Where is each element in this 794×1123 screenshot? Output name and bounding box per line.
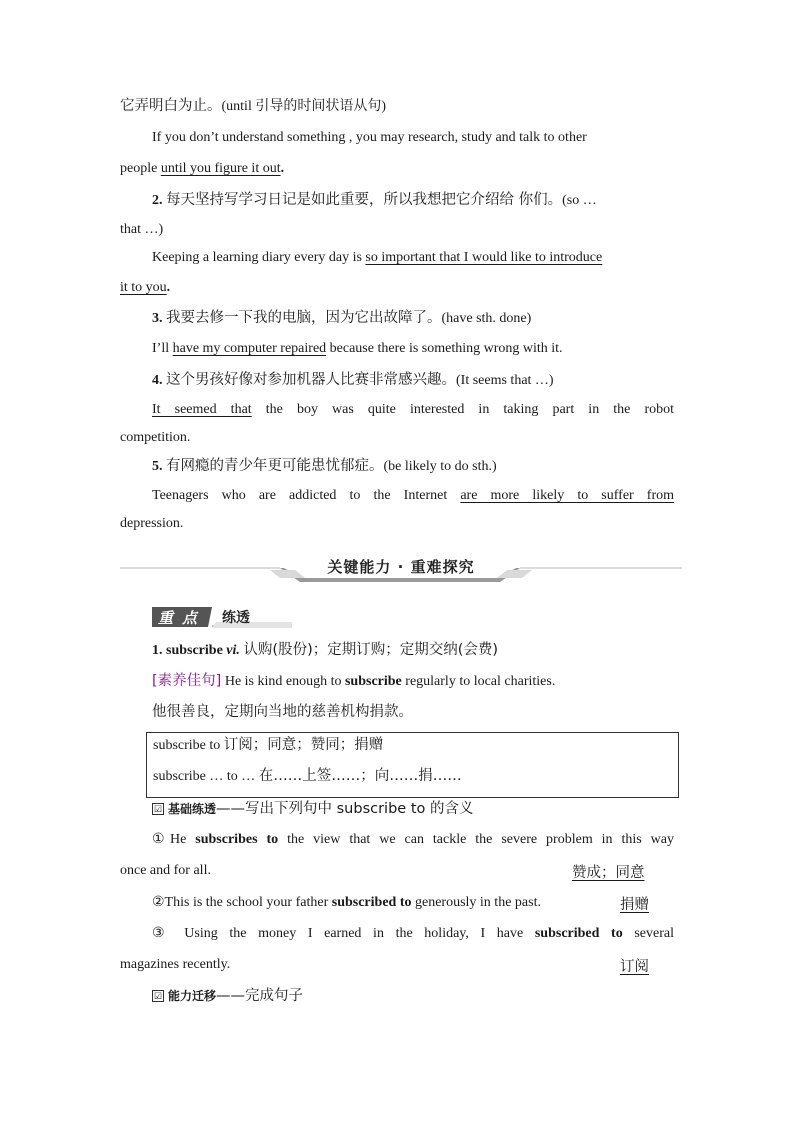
exercise-sentence-2 — [152, 893, 674, 913]
quote-tag: [素养佳句] — [152, 673, 222, 689]
item-4-answer-cont — [120, 428, 674, 448]
quote-text: He is kind enough to — [221, 674, 345, 689]
item-hint: that …) — [120, 222, 164, 237]
phrase-box — [146, 732, 679, 798]
sentence-text: once and for all. — [120, 863, 211, 878]
item-zh: 这个男孩好像对参加机器人比赛非常感兴趣。 — [166, 372, 456, 388]
sentence-text: generously in the past. — [411, 895, 541, 910]
answer-2: 捐赠 — [620, 897, 649, 913]
exercise-label: 能力迁移 — [168, 989, 217, 1003]
sentence-keyword: subscribed to — [534, 926, 623, 941]
banner-title: 关键能力 · 重难探究 — [327, 558, 475, 576]
phrase-row — [153, 735, 383, 756]
exercise-basic-heading — [152, 799, 706, 820]
answer-line — [120, 159, 674, 179]
answer-text: . — [280, 161, 285, 176]
item-hint: (so … — [562, 193, 597, 208]
exercise-instruction: ——完成句子 — [216, 988, 304, 1004]
exercise-sentence-3-cont — [120, 955, 674, 975]
item-5-prompt — [152, 456, 674, 477]
checkbox-icon: ☑ — [153, 991, 163, 1001]
item-zh: 有网瘾的青少年更可能患忧郁症。 — [166, 458, 384, 474]
exercise-sentence-1 — [152, 830, 674, 850]
sentence-text: several — [622, 926, 675, 941]
answer-text: Teenagers who are addicted to the Internet — [152, 488, 448, 503]
answer-text: because there is something wrong with it. — [326, 341, 563, 356]
item-2-answer-cont — [120, 278, 674, 298]
vocab-heading — [152, 640, 674, 661]
vocab-pos: vi. — [226, 643, 240, 658]
item-3-answer — [152, 339, 674, 359]
continuation-zh: 它弄明白为止。 — [120, 98, 222, 114]
phrase-en: subscribe … to … — [153, 769, 259, 784]
phrase-zh: 在……上签……；向……捐…… — [258, 768, 462, 784]
tag-icon-char2: 点 — [182, 609, 198, 627]
item-number: 5. — [152, 459, 163, 474]
sentence-text: ①He — [152, 832, 196, 847]
answer-3: 订阅 — [620, 959, 649, 975]
item-2-answer — [152, 248, 674, 268]
item-number: 4. — [152, 373, 163, 388]
answer-underlined: It seemed that — [152, 402, 252, 417]
checkbox-icon: ☑ — [153, 804, 163, 814]
sentence-text: magazines recently. — [120, 957, 231, 972]
exercise-sentence-3 — [152, 924, 674, 944]
item-4-answer — [152, 400, 674, 420]
answer-underlined: so important that I would like to introduce — [365, 250, 603, 265]
quote-text: regularly to local charities. — [401, 674, 556, 689]
item-hint: (have sth. done) — [441, 311, 532, 326]
section-banner — [120, 552, 682, 586]
item-4-prompt — [152, 370, 674, 391]
answer-underlined: are more likely to suffer from — [460, 488, 674, 503]
vocab-word: subscribe — [166, 643, 223, 658]
item-2-hint-cont — [120, 220, 674, 240]
sentence-keyword: subscribed to — [331, 895, 412, 910]
sentence-keyword: subscribes to — [195, 832, 279, 847]
vocab-number: 1. — [152, 643, 163, 658]
answer-underlined: until you figure it out — [160, 161, 281, 176]
answer-text: . — [166, 280, 171, 295]
answer-1: 赞成；同意 — [572, 865, 645, 881]
item-zh: 我要去修一下我的电脑，因为它出故障了。 — [166, 310, 442, 326]
item-number: 3. — [152, 311, 163, 326]
phrase-zh: 订阅；同意；赞同；捐赠 — [223, 737, 384, 753]
sentence-text: ②This is the school your father — [152, 895, 332, 910]
item-3-prompt — [152, 308, 674, 329]
para-continuation — [120, 96, 674, 117]
answer-text: the boy was quite interested in taking part in the robot — [265, 402, 675, 417]
exercise-instruction: ——写出下列句中 subscribe to 的含义 — [216, 801, 474, 817]
quote-keyword: subscribe — [344, 674, 402, 689]
phrase-row — [153, 766, 462, 787]
answer-line — [152, 128, 674, 148]
answer-underlined: it to you — [120, 280, 167, 295]
exercise-transfer-heading — [152, 986, 706, 1007]
quote-line — [152, 671, 674, 692]
item-zh: 每天坚持写学习日记是如此重要，所以我想把它介绍给 你们。 — [166, 192, 563, 208]
item-5-answer — [152, 486, 674, 506]
continuation-hint: (until 引导的时间状语从句) — [221, 99, 386, 114]
answer-text: depression. — [120, 516, 184, 531]
quote-translation: 他很善良，定期向当地的慈善机构捐款。 — [152, 704, 413, 720]
answer-underlined: have my computer repaired — [172, 341, 327, 356]
tag-label: 练透 — [222, 610, 250, 626]
answer-text: If you don’t understand something , you may research, study and talk to other — [152, 130, 587, 145]
sentence-text: ③ Using the money I earned in the holiday, I have — [152, 926, 535, 941]
sentence-text: the view that we can tackle the severe problem in this way — [278, 832, 675, 847]
answer-text: Keeping a learning diary every day is — [152, 250, 366, 265]
vocab-meaning: 认购(股份)；定期订购；定期交纳(会费) — [243, 642, 499, 658]
item-hint: (be likely to do sth.) — [383, 459, 497, 474]
phrase-en: subscribe to — [153, 738, 224, 753]
key-point-tag — [152, 604, 292, 630]
item-2-prompt — [152, 190, 674, 211]
item-number: 2. — [152, 193, 163, 208]
item-5-answer-cont — [120, 514, 674, 534]
answer-text: people — [120, 161, 161, 176]
item-hint: (It seems that …) — [456, 373, 554, 388]
answer-text: competition. — [120, 430, 191, 445]
exercise-label: 基础练透 — [168, 802, 217, 816]
answer-text: I’ll — [152, 341, 173, 356]
tag-icon-char1: 重 — [158, 609, 174, 627]
